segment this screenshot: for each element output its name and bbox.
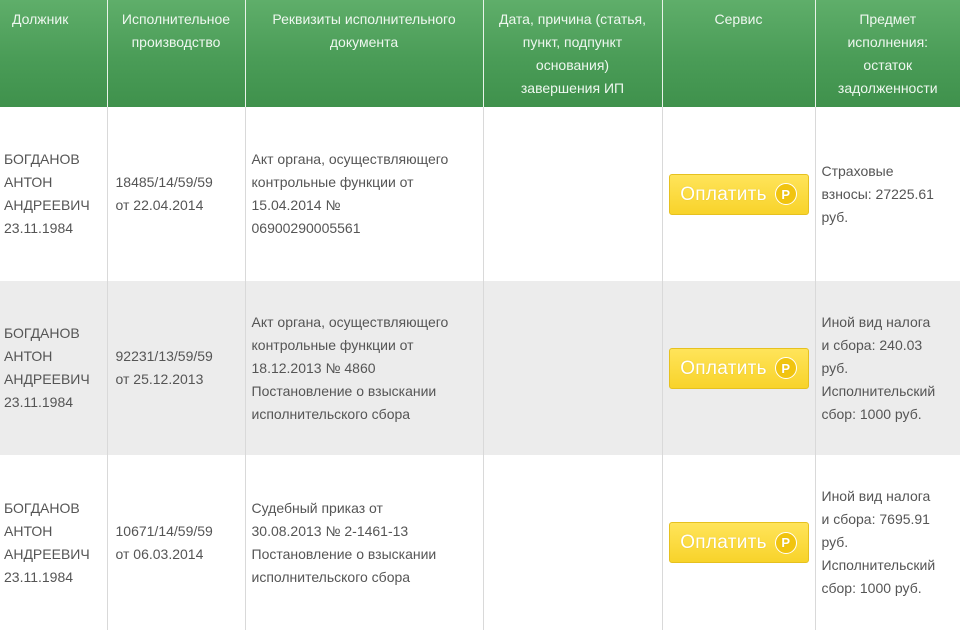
text-line: исполнения:: [847, 34, 929, 50]
text-line: 06900290005561: [251, 220, 361, 236]
ruble-icon: Р: [775, 357, 797, 379]
proceeding-cell: [107, 455, 245, 630]
text-line: Страховые: [821, 162, 894, 179]
text-line: Реквизиты исполнительного: [272, 11, 456, 27]
text-line: Постановление о взыскании: [251, 545, 437, 562]
text-line: 18485/14/59/59: [115, 174, 213, 190]
text-line: 30.08.2013 № 2-1461-13: [251, 522, 409, 539]
text-line: сбор: 1000 руб.: [821, 405, 922, 422]
text-line: производство: [131, 34, 221, 50]
text-line: руб.: [821, 359, 849, 376]
pay-button[interactable]: [669, 522, 809, 563]
text-line: АНДРЕЕВИЧ: [4, 371, 90, 387]
header-proceeding: [107, 0, 245, 107]
table-row: [0, 281, 960, 455]
text-line: БОГДАНОВ: [4, 325, 80, 341]
text-line: и сбора: 240.03: [821, 336, 923, 353]
text-line: Исполнительский: [821, 557, 936, 573]
debtor-cell: [0, 455, 107, 630]
text-line: основания): [535, 57, 610, 73]
text-line: остаток: [863, 57, 913, 73]
text-line: АНТОН: [4, 522, 53, 539]
subject-cell: [815, 455, 960, 630]
service-cell: [662, 455, 815, 630]
pay-button-label: Оплатить: [680, 183, 767, 205]
pay-button[interactable]: [669, 174, 809, 215]
header-subject: [815, 0, 960, 107]
text-line: АНДРЕЕВИЧ: [4, 197, 90, 213]
pay-button-label: Оплатить: [680, 532, 767, 553]
text-line: сбор: 1000 руб.: [821, 580, 922, 596]
proceeding-cell: [107, 107, 245, 281]
header-document: [245, 0, 483, 107]
text-line: контрольные функции от: [251, 174, 414, 190]
text-line: АНТОН: [4, 348, 53, 364]
text-line: Постановление о взыскании: [251, 382, 437, 399]
text-line: БОГДАНОВ: [4, 151, 80, 167]
text-line: Исполнительное: [121, 11, 231, 27]
document-cell: [245, 107, 483, 281]
pay-button-label: Оплатить: [680, 357, 767, 379]
text-line: от 25.12.2013: [115, 371, 204, 387]
text-line: исполнительского сбора: [251, 405, 411, 422]
text-line: АНТОН: [4, 174, 53, 190]
header-debtor: Должник: [0, 0, 107, 107]
completion-date-cell: [483, 107, 662, 281]
service-cell: [662, 281, 815, 455]
header-service: Сервис: [662, 0, 815, 107]
text-line: 10671/14/59/59: [115, 522, 213, 539]
debtor-cell: [0, 107, 107, 281]
text-line: 15.04.2014 №: [251, 197, 341, 213]
ruble-icon: Р: [775, 183, 797, 205]
text-line: Иной вид налога: [821, 488, 931, 504]
text-line: 23.11.1984: [4, 394, 74, 410]
text-line: Исполнительский: [821, 382, 936, 399]
text-line: 18.12.2013 № 4860: [251, 359, 376, 376]
text-line: завершения ИП: [520, 80, 625, 96]
header-completion-date: [483, 0, 662, 107]
ruble-icon: Р: [775, 532, 797, 554]
pay-button[interactable]: [669, 348, 809, 389]
text-line: контрольные функции от: [251, 336, 414, 353]
text-line: взносы: 27225.61: [821, 185, 934, 202]
text-line: пункт, подпункт: [522, 34, 623, 50]
text-line: руб.: [821, 534, 849, 550]
proceeding-cell: [107, 281, 245, 455]
text-line: и сбора: 7695.91: [821, 511, 930, 527]
text-line: 23.11.1984: [4, 568, 74, 585]
completion-date-cell: [483, 455, 662, 630]
subject-cell: [815, 281, 960, 455]
text-line: задолженности: [837, 80, 938, 96]
subject-cell: [815, 107, 960, 281]
text-line: 23.11.1984: [4, 220, 74, 236]
text-line: Акт органа, осуществляющего: [251, 313, 449, 330]
table-row: [0, 455, 960, 630]
document-cell: [245, 281, 483, 455]
table-header-row: [0, 0, 960, 107]
text-line: 92231/13/59/59: [115, 348, 213, 364]
table-row: [0, 107, 960, 281]
text-line: Акт органа, осуществляющего: [251, 151, 449, 167]
text-line: от 06.03.2014: [115, 545, 204, 562]
document-cell: [245, 455, 483, 630]
text-line: Предмет: [859, 11, 917, 27]
text-line: исполнительского сбора: [251, 568, 411, 585]
text-line: Дата, причина (статья,: [498, 11, 647, 27]
text-line: от 22.04.2014: [115, 197, 204, 213]
text-line: Иной вид налога: [821, 313, 931, 330]
text-line: БОГДАНОВ: [4, 499, 80, 516]
text-line: Судебный приказ от: [251, 499, 383, 516]
text-line: документа: [329, 34, 399, 50]
completion-date-cell: [483, 281, 662, 455]
service-cell: [662, 107, 815, 281]
text-line: руб.: [821, 208, 849, 225]
debtor-cell: [0, 281, 107, 455]
text-line: АНДРЕЕВИЧ: [4, 545, 90, 562]
